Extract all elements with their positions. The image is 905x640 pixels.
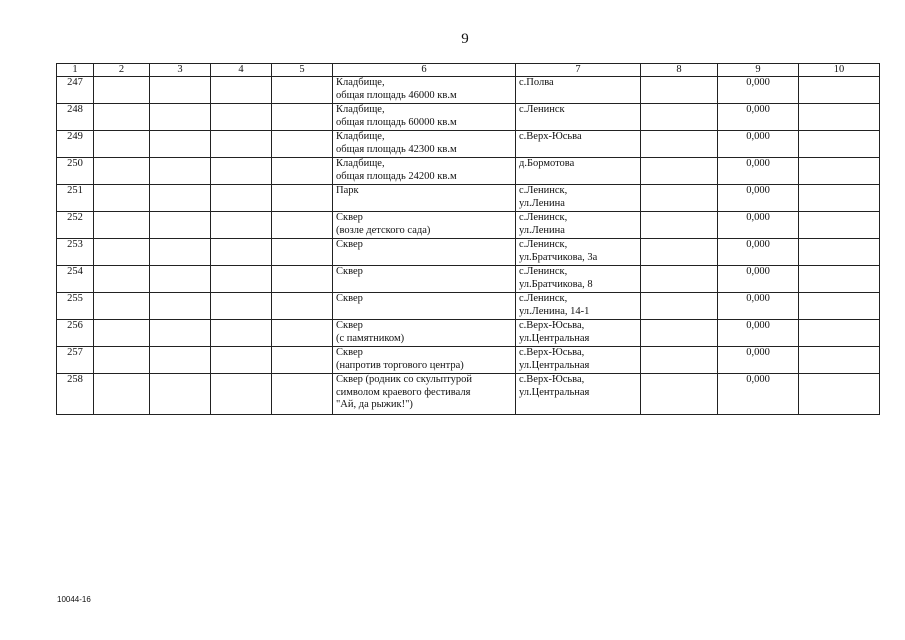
empty-cell <box>799 293 880 320</box>
empty-cell <box>272 104 333 131</box>
empty-cell <box>94 77 150 104</box>
object-name-cell: Сквер <box>333 239 516 266</box>
column-header-6: 6 <box>333 64 516 77</box>
empty-cell <box>799 131 880 158</box>
object-name-cell: Кладбище, общая площадь 60000 кв.м <box>333 104 516 131</box>
value-cell: 0,000 <box>718 104 799 131</box>
empty-cell <box>94 293 150 320</box>
empty-cell <box>150 320 211 347</box>
empty-cell <box>799 347 880 374</box>
row-number-cell: 253 <box>57 239 94 266</box>
empty-cell <box>150 347 211 374</box>
empty-cell <box>799 77 880 104</box>
empty-cell <box>150 212 211 239</box>
value-cell: 0,000 <box>718 239 799 266</box>
object-name-cell: Сквер (родник со скульптурой символом краевого фестиваля "Ай, да рыжик!") <box>333 374 516 415</box>
empty-cell <box>272 347 333 374</box>
object-name-cell: Сквер (с памятником) <box>333 320 516 347</box>
empty-cell <box>641 239 718 266</box>
object-name-cell: Парк <box>333 185 516 212</box>
empty-cell <box>150 266 211 293</box>
empty-cell <box>272 374 333 415</box>
value-cell: 0,000 <box>718 212 799 239</box>
address-cell: с.Ленинск, ул.Ленина <box>516 212 641 239</box>
empty-cell <box>150 104 211 131</box>
address-cell: с.Верх-Юсьва, ул.Центральная <box>516 374 641 415</box>
empty-cell <box>799 212 880 239</box>
row-number-cell: 252 <box>57 212 94 239</box>
empty-cell <box>641 266 718 293</box>
empty-cell <box>211 239 272 266</box>
empty-cell <box>94 185 150 212</box>
column-header-9: 9 <box>718 64 799 77</box>
address-cell: с.Верх-Юсьва, ул.Центральная <box>516 347 641 374</box>
empty-cell <box>799 374 880 415</box>
object-name-cell: Сквер (возле детского сада) <box>333 212 516 239</box>
column-header-1: 1 <box>57 64 94 77</box>
address-cell: д.Бормотова <box>516 158 641 185</box>
property-register-table <box>56 63 880 415</box>
column-header-8: 8 <box>641 64 718 77</box>
table-row <box>57 374 880 415</box>
empty-cell <box>799 158 880 185</box>
empty-cell <box>799 266 880 293</box>
table-row <box>57 320 880 347</box>
empty-cell <box>272 293 333 320</box>
empty-cell <box>94 104 150 131</box>
table-row <box>57 293 880 320</box>
row-number-cell: 254 <box>57 266 94 293</box>
empty-cell <box>150 185 211 212</box>
address-cell: с.Полва <box>516 77 641 104</box>
empty-cell <box>94 347 150 374</box>
table-row <box>57 104 880 131</box>
object-name-cell: Кладбище, общая площадь 24200 кв.м <box>333 158 516 185</box>
empty-cell <box>272 212 333 239</box>
value-cell: 0,000 <box>718 77 799 104</box>
value-cell: 0,000 <box>718 266 799 293</box>
column-header-7: 7 <box>516 64 641 77</box>
table-row <box>57 239 880 266</box>
empty-cell <box>150 77 211 104</box>
table-header-row <box>57 64 880 77</box>
object-name-cell: Кладбище, общая площадь 46000 кв.м <box>333 77 516 104</box>
document-code: 10044-16 <box>57 595 91 604</box>
empty-cell <box>94 131 150 158</box>
empty-cell <box>272 77 333 104</box>
empty-cell <box>641 185 718 212</box>
row-number-cell: 250 <box>57 158 94 185</box>
row-number-cell: 251 <box>57 185 94 212</box>
table-row <box>57 131 880 158</box>
table-row <box>57 158 880 185</box>
table-row <box>57 347 880 374</box>
empty-cell <box>150 131 211 158</box>
object-name-cell: Сквер (напротив торгового центра) <box>333 347 516 374</box>
table-body <box>57 77 880 415</box>
empty-cell <box>799 104 880 131</box>
row-number-cell: 256 <box>57 320 94 347</box>
column-header-10: 10 <box>799 64 880 77</box>
empty-cell <box>641 104 718 131</box>
empty-cell <box>94 212 150 239</box>
column-header-5: 5 <box>272 64 333 77</box>
empty-cell <box>641 77 718 104</box>
empty-cell <box>641 320 718 347</box>
empty-cell <box>211 293 272 320</box>
row-number-cell: 247 <box>57 77 94 104</box>
column-header-3: 3 <box>150 64 211 77</box>
address-cell: с.Ленинск, ул.Ленина, 14-1 <box>516 293 641 320</box>
empty-cell <box>150 158 211 185</box>
empty-cell <box>211 320 272 347</box>
empty-cell <box>272 158 333 185</box>
empty-cell <box>211 158 272 185</box>
empty-cell <box>94 239 150 266</box>
column-header-2: 2 <box>94 64 150 77</box>
address-cell: с.Верх-Юсьва <box>516 131 641 158</box>
object-name-cell: Сквер <box>333 293 516 320</box>
empty-cell <box>211 212 272 239</box>
address-cell: с.Ленинск, ул.Братчикова, 3а <box>516 239 641 266</box>
empty-cell <box>150 293 211 320</box>
empty-cell <box>150 239 211 266</box>
value-cell: 0,000 <box>718 374 799 415</box>
empty-cell <box>94 266 150 293</box>
empty-cell <box>272 185 333 212</box>
object-name-cell: Сквер <box>333 266 516 293</box>
row-number-cell: 255 <box>57 293 94 320</box>
empty-cell <box>641 131 718 158</box>
table-row <box>57 212 880 239</box>
value-cell: 0,000 <box>718 293 799 320</box>
table-row <box>57 185 880 212</box>
address-cell: с.Верх-Юсьва, ул.Центральная <box>516 320 641 347</box>
value-cell: 0,000 <box>718 347 799 374</box>
empty-cell <box>641 374 718 415</box>
row-number-cell: 248 <box>57 104 94 131</box>
object-name-cell: Кладбище, общая площадь 42300 кв.м <box>333 131 516 158</box>
table-row <box>57 77 880 104</box>
address-cell: с.Ленинск <box>516 104 641 131</box>
empty-cell <box>641 212 718 239</box>
empty-cell <box>211 104 272 131</box>
row-number-cell: 249 <box>57 131 94 158</box>
empty-cell <box>94 158 150 185</box>
table-row <box>57 266 880 293</box>
empty-cell <box>272 131 333 158</box>
empty-cell <box>211 266 272 293</box>
row-number-cell: 257 <box>57 347 94 374</box>
row-number-cell: 258 <box>57 374 94 415</box>
empty-cell <box>211 77 272 104</box>
empty-cell <box>272 266 333 293</box>
empty-cell <box>641 293 718 320</box>
empty-cell <box>641 158 718 185</box>
value-cell: 0,000 <box>718 320 799 347</box>
value-cell: 0,000 <box>718 185 799 212</box>
empty-cell <box>799 320 880 347</box>
empty-cell <box>94 320 150 347</box>
empty-cell <box>641 347 718 374</box>
column-header-4: 4 <box>211 64 272 77</box>
empty-cell <box>211 347 272 374</box>
address-cell: с.Ленинск, ул.Братчикова, 8 <box>516 266 641 293</box>
empty-cell <box>211 374 272 415</box>
empty-cell <box>272 320 333 347</box>
empty-cell <box>272 239 333 266</box>
empty-cell <box>211 185 272 212</box>
empty-cell <box>211 131 272 158</box>
address-cell: с.Ленинск, ул.Ленина <box>516 185 641 212</box>
empty-cell <box>799 185 880 212</box>
page-number: 9 <box>461 31 469 47</box>
empty-cell <box>94 374 150 415</box>
value-cell: 0,000 <box>718 131 799 158</box>
value-cell: 0,000 <box>718 158 799 185</box>
empty-cell <box>799 239 880 266</box>
empty-cell <box>150 374 211 415</box>
